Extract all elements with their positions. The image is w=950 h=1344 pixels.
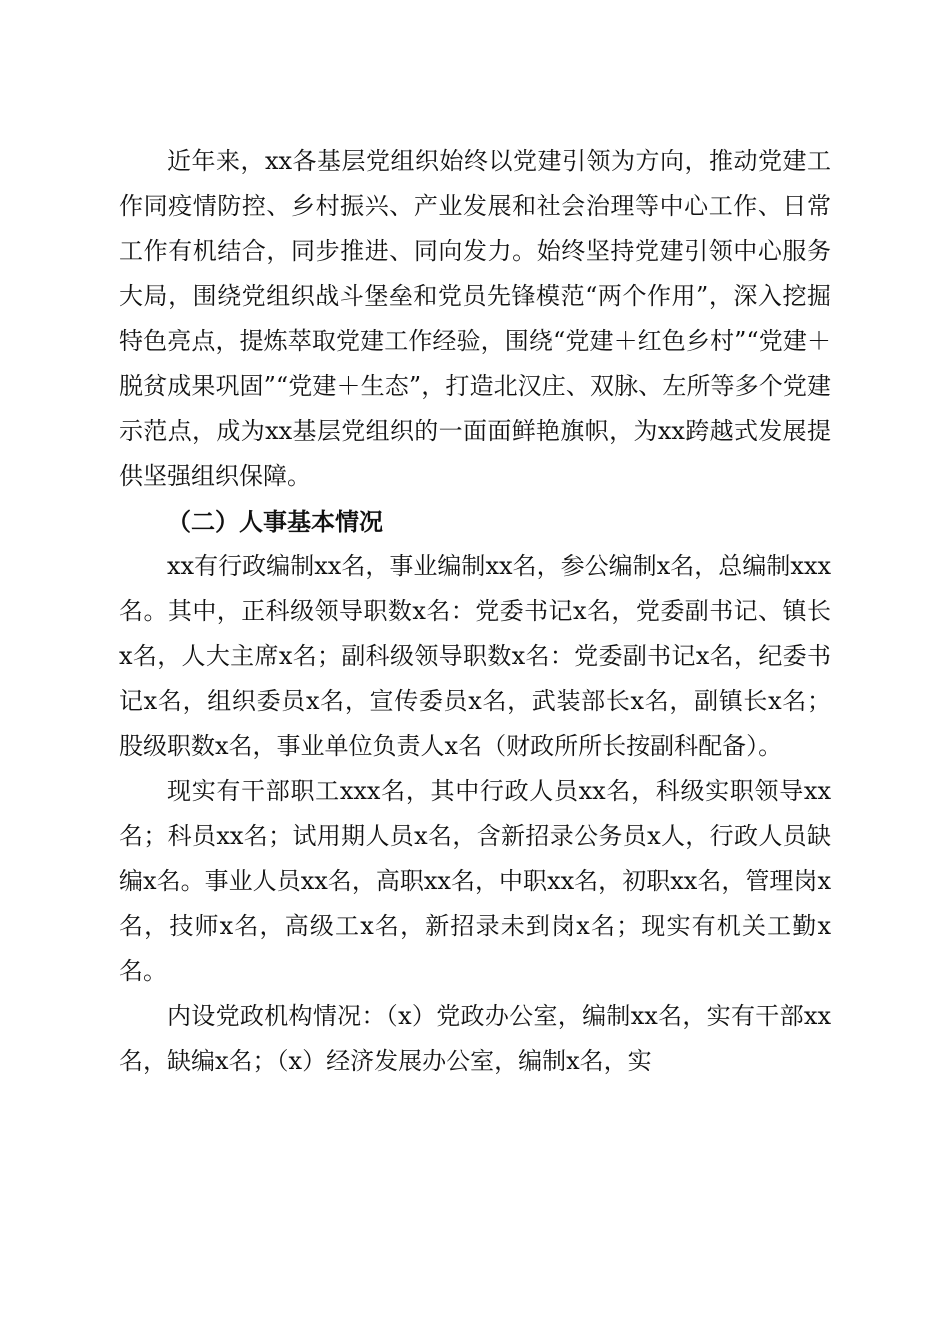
internal-agencies-paragraph: 内设党政机构情况：（x）党政办公室，编制xx名，实有干部xx名，缺编x名；（x）经济发展办公室，编制x名，实 — [119, 1002, 831, 1075]
intro-paragraph: 近年来，xx各基层党组织始终以党建引领为方向，推动党建工作同疫情防控、乡村振兴、产业发展和社会治理等中心工作、日常工作有机结合，同步推进、同向发力。始终坚持党建引领中心服务大局，围绕党组织战斗堡垒和党员先锋模范“两个作用”，深入挖掘特色亮点，提炼萃取党建工作经验，围绕“党建＋红色乡村”“党建＋脱贫成果巩固”“党建＋生态”，打造北汉庄、双脉、左所等多个党建示范点，成为xx基层党组织的一面面鲜艳旗帜，为xx跨越式发展提供坚强组织保障。 — [119, 147, 831, 490]
document-body — [119, 139, 831, 1084]
section-heading: （二）人事基本情况 — [167, 507, 383, 536]
staffing-paragraph: xx有行政编制xx名，事业编制xx名，参公编制x名，总编制xxx名。其中，正科级领导职数x名：党委书记x名，党委副书记、镇长x名，人大主席x名；副科级领导职数x名：党委副书记x名，纪委书记x名，组织委员x名，宣传委员x名，武装部长x名，副镇长x名；股级职数x名，事业单位负责人x名（财政所所长按副科配备）。 — [119, 552, 831, 760]
current-staff-paragraph: 现实有干部职工xxx名，其中行政人员xx名，科级实职领导xx名；科员xx名；试用期人员x名，含新招录公务员x人，行政人员缺编x名。事业人员xx名，高职xx名，中职xx名，初职xx名，管理岗x名，技师x名，高级工x名，新招录未到岗x名；现实有机关工勤x名。 — [119, 777, 831, 985]
